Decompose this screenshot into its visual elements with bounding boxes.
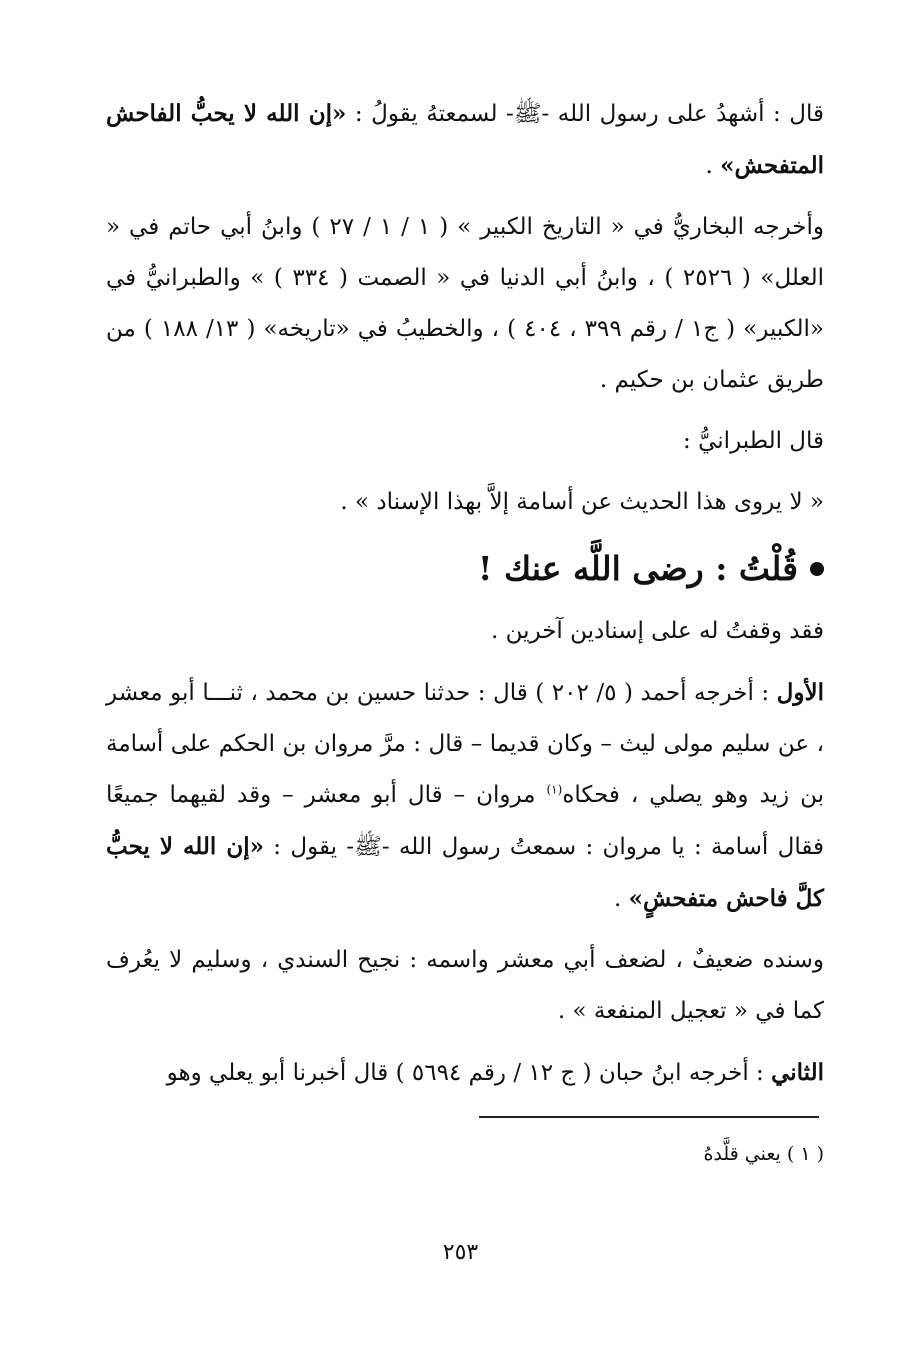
paragraph-second-chain [106, 1047, 824, 1099]
second-label: الثاني [771, 1059, 824, 1086]
paragraph-hadith-quote [106, 88, 824, 192]
paragraph-tabarani-intro: قال الطبرانيُّ : [683, 428, 824, 454]
first-chain-text-a: : أخرجه أحمد ( ٥/ ٢٠٢ ) قال : حدثنا حسين بن محمد ، ثنـــا أبو معشر ، عن سليم مولى ليث – وكان قديما – قال : مرَّ مروان بن الحكم على أسامة بن زيد وهو يصلي ، فحكاه [106, 680, 824, 808]
bullet-icon [810, 562, 824, 576]
hadith-quote-1: «إن الله لا يحبُّ الفاحش المتفحش» [106, 100, 824, 179]
section-heading-text: قُلْتُ : رضى اللَّه عنك ! [478, 549, 798, 588]
footnote: ( ١ ) يعني قلَّدهُ [703, 1143, 824, 1165]
paragraph-weakness: وسنده ضعيفٌ ، لضعف أبي معشر واسمه : نجيح السندي ، وسليم لا يعُرف كما في « تعجيل المنفعة » . [106, 947, 824, 1024]
first-label: الأول [776, 679, 824, 706]
paragraph-1-end: . [705, 153, 721, 179]
footnote-ref: (١) [546, 782, 563, 797]
first-chain-end: . [614, 886, 629, 912]
paragraph-1-text: قال : أشهدُ على رسول الله -ﷺ- لسمعتهُ يقولُ : [346, 101, 824, 127]
hadith-quote-2: «إن الله لا يحبُّ كلَّ فاحش متفحشٍ» [106, 833, 824, 912]
first-chain-text-b: مروان – قال أبو معشر – وقد لقيهما جميعًا فقال أسامة : يا مروان : سمعتُ رسول الله -ﷺ- يقول : [106, 782, 824, 860]
page-number: ٢٥٣ [442, 1240, 479, 1265]
main-text [106, 88, 824, 1109]
paragraph-two-chains: فقد وقفتُ له على إسنادين آخرين . [490, 618, 824, 644]
paragraph-first-chain [106, 667, 824, 925]
paragraph-tabarani-quote: « لا يروى هذا الحديث عن أسامة إلاَّ بهذا الإسناد » . [340, 489, 824, 515]
second-chain-text: : أخرجه ابنُ حبان ( ج ١٢ / رقم ٥٦٩٤ ) قال أخبرنا أبو يعلي وهو [166, 1060, 772, 1086]
section-heading [106, 538, 824, 600]
footnote-divider [479, 1116, 819, 1118]
paragraph-takhrij: وأخرجه البخاريُّ في « التاريخ الكبير » ( ١ / ١ / ٢٧ ) وابنُ أبي حاتم في « العلل» ( ٢٥٢٦ ) ، وابنُ أبي الدنيا في « الصمت ( ٣٣٤ ) » والطبرانيُّ في «الكبير» ( ج١ / رقم ٣٩٩ ، ٤٠٤ ) ، والخطيبُ في «تاريخه» ( ١٣/ ١٨٨ ) من طريق عثمان بن حكيم . [106, 214, 825, 393]
